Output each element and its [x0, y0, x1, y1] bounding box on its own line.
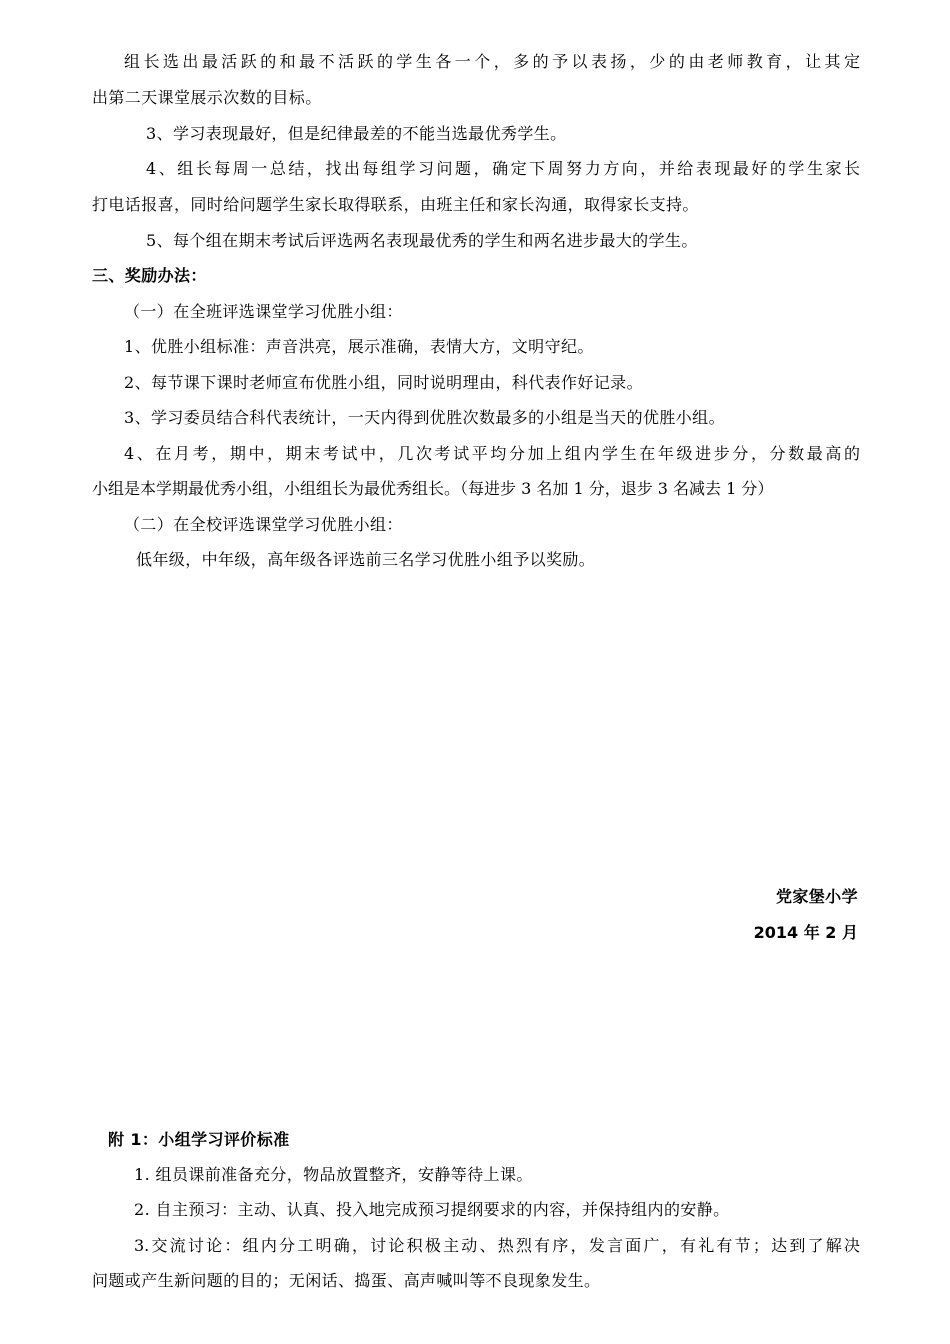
- signature-school: 党家堡小学: [775, 887, 858, 906]
- appendix-title: 附 1：小组学习评价标准: [108, 1130, 290, 1149]
- paragraph-line: 组长选出最活跃的和最不活跃的学生各一个，多的予以表扬，少的由老师教育，让其定: [124, 52, 860, 71]
- list-item: 3.交流讨论：组内分工明确，讨论积极主动、热烈有序，发言面广，有礼有节；达到了解决: [134, 1236, 860, 1255]
- paragraph-line: 低年级，中年级，高年级各评选前三名学习优胜小组予以奖励。: [136, 550, 596, 569]
- paragraph-line: 打电话报喜，同时给问题学生家长取得联系，由班主任和家长沟通，取得家长支持。: [92, 195, 699, 214]
- list-item-continued: 小组是本学期最优秀小组，小组组长为最优秀组长。（每进步 3 名加 1 分，退步 3 名减去 1 分）: [92, 479, 774, 498]
- list-item: 2. 自主预习：主动、认真、投入地完成预习提纲要求的内容，并保持组内的安静。: [134, 1200, 730, 1219]
- paragraph-line: 出第二天课堂展示次数的目标。: [92, 88, 322, 107]
- list-item-continued: 问题或产生新问题的目的；无闲话、捣蛋、高声喊叫等不良现象发生。: [92, 1271, 601, 1290]
- list-item: 3、学习委员结合科代表统计，一天内得到优胜次数最多的小组是当天的优胜小组。: [124, 408, 725, 427]
- signature-date: 2014 年 2 月: [753, 923, 858, 942]
- list-item: 4、在月考，期中，期末考试中，几次考试平均分加上组内学生在年级进步分，分数最高的: [124, 444, 860, 463]
- paragraph-line: 4、组长每周一总结，找出每组学习问题，确定下周努力方向，并给表现最好的学生家长: [146, 159, 860, 178]
- section-heading: 三、奖励办法：: [92, 266, 207, 285]
- list-item: 1. 组员课前准备充分，物品放置整齐，安静等待上课。: [134, 1165, 533, 1184]
- list-item: 2、每节课下课时老师宣布优胜小组，同时说明理由，科代表作好记录。: [124, 373, 643, 392]
- list-item: 1、优胜小组标准：声音洪亮，展示准确，表情大方，文明守纪。: [124, 337, 594, 356]
- paragraph-line: 5、每个组在期末考试后评选两名表现最优秀的学生和两名进步最大的学生。: [146, 231, 698, 250]
- subsection-heading: （一）在全班评选课堂学习优胜小组：: [124, 302, 403, 321]
- subsection-heading: （二）在全校评选课堂学习优胜小组：: [124, 515, 403, 534]
- paragraph-line: 3、学习表现最好，但是纪律最差的不能当选最优秀学生。: [146, 124, 567, 143]
